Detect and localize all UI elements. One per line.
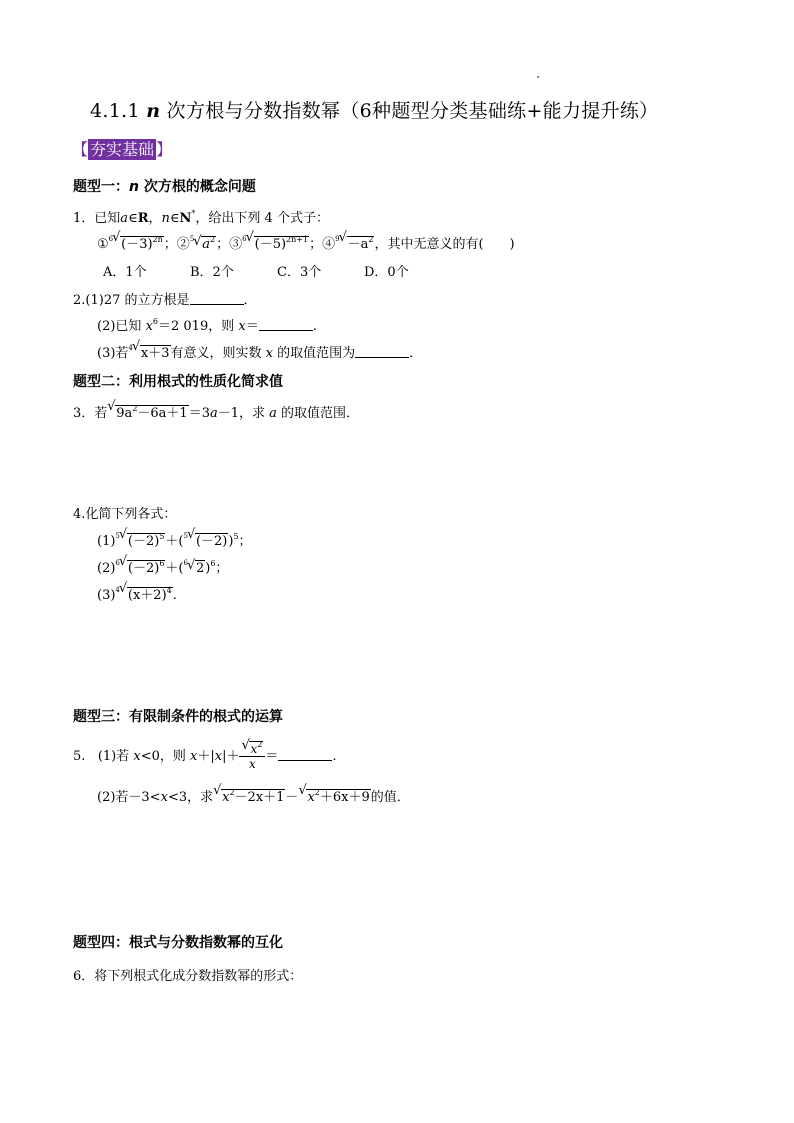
question-2-part-1: 2.(1)27 的立方根是 ．	[73, 293, 257, 308]
question-4-part-2: $(2)^6√$ $(-2)^6+(^6√$ 2)$^6$；	[97, 557, 228, 576]
question-5-part-1: 5. (1)若 x<0，则 x＋|x|＋ √ $\frac{x^2}{x}$ ＝ .	[73, 742, 337, 771]
option-d: D．0个	[364, 265, 409, 280]
option-c: C．3个	[277, 265, 322, 280]
question-1: 1．已知a∈R，n∈N*，给出下列 4 个式子：	[73, 209, 329, 226]
question-1-options	[103, 261, 451, 280]
type-two-heading: 题型二：利用根式的性质化简求值	[73, 374, 283, 390]
question-2-part-3: (3)若$^4$√ x＋3有意义，则实数 x 的取值范围为 ．	[97, 342, 422, 361]
answer-blank	[278, 748, 332, 761]
page-title: 4.1.1 n 次方根与分数指数幂（6种题型分类基础练+能力提升练）	[90, 100, 659, 122]
fraction: √ $\frac{x^2}{x}$	[239, 742, 265, 771]
option-a: A．1个	[103, 265, 147, 280]
question-4: 4.化简下列各式：	[73, 507, 177, 522]
question-4-part-3: $(3)^4√$ $(x+2)^4$.	[97, 584, 177, 603]
scan-dot	[537, 76, 539, 78]
question-4-part-1: $(1)^5√$ $(-2)^5+(^5√$ (－2))$^5$；	[97, 530, 252, 549]
type-three-heading: 题型三：有限制条件的根式的运算	[73, 709, 283, 725]
type-four-heading: 题型四：根式与分数指数幂的互化	[73, 935, 283, 951]
question-1-expressions: ①$^6$√ $(-3)^{2n}$；②$^5$√ $a^2$；③$^6$√ $(-5)^{2n+1}$；④$^9$√ $-a^2$，其中无意义的有( )	[97, 233, 515, 252]
answer-blank	[259, 318, 313, 331]
question-6: 6．将下列根式化成分数指数幂的形式：	[73, 969, 303, 984]
question-3: 3．若√ $9a^2-6a+1=3a-1$，求 a 的取值范围．	[73, 402, 359, 421]
answer-blank	[190, 292, 244, 305]
answer-blank	[355, 345, 409, 358]
section-header: 【 夯实基础 】	[72, 140, 173, 159]
question-2-part-2: (2)已知 $x^6=2$ 019，则 x＝ .	[97, 317, 317, 334]
option-b: B．2个	[190, 265, 234, 280]
question-5-part-2: (2)若－3<x<3，求√ $x^2-2x+1-√$ $x^2+6x+9$的值．	[97, 786, 410, 805]
type-one-heading: 题型一：n 次方根的概念问题	[73, 179, 256, 195]
